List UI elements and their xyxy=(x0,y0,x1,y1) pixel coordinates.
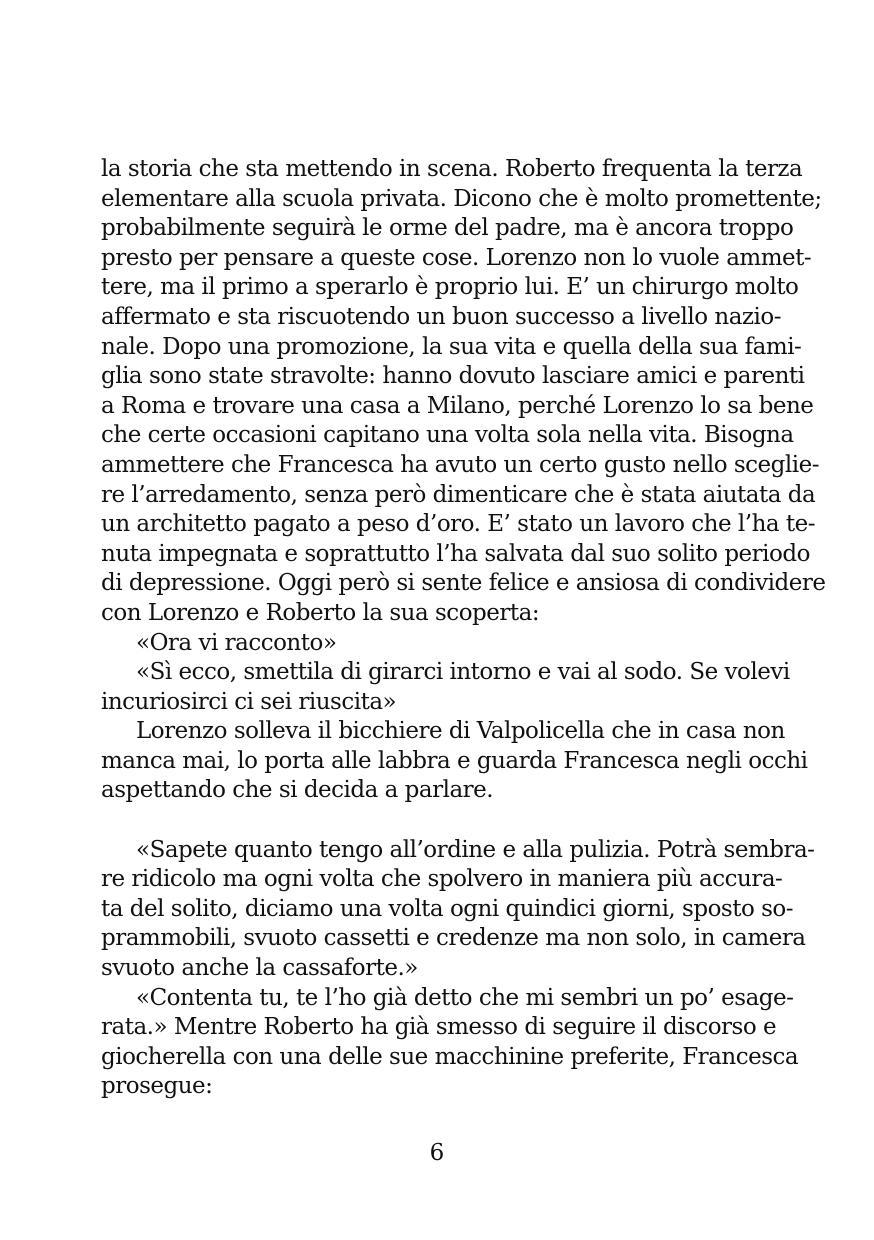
text-line: ta del solito, diciamo una volta ogni quindici giorni, sposto so- xyxy=(101,895,794,922)
text-line: ammettere che Francesca ha avuto un certo gusto nello sceglie- xyxy=(101,451,819,478)
text-line: elementare alla scuola privata. Dicono che è molto promettente; xyxy=(101,185,822,212)
text-line: la storia che sta mettendo in scena. Roberto frequenta la terza xyxy=(101,156,803,182)
text-line: affermato e sta riscuotendo un buon successo a livello nazio- xyxy=(101,303,782,330)
text-line: svuoto anche la cassaforte.» xyxy=(101,955,418,982)
body-text xyxy=(101,155,826,1102)
text-line: nuta impegnata e soprattutto l’ha salvata dal suo solito periodo xyxy=(101,540,810,567)
text-line: glia sono state stravolte: hanno dovuto lasciare amici e parenti xyxy=(101,363,805,390)
text-line: Lorenzo solleva il bicchiere di Valpolicella che in casa non xyxy=(136,718,785,745)
text-line: manca mai, lo porta alle labbra e guarda Francesca negli occhi xyxy=(101,747,808,774)
text-line: con Lorenzo e Roberto la sua scoperta: xyxy=(101,599,540,626)
text-line: «Contenta tu, te l’ho già detto che mi sembri un po’ esage- xyxy=(136,984,794,1011)
text-line: aspettando che si decida a parlare. xyxy=(101,777,494,804)
text-line: a Roma e trovare una casa a Milano, perché Lorenzo lo sa bene xyxy=(101,392,814,419)
text-line: «Ora vi racconto» xyxy=(136,629,337,656)
text-line: prosegue: xyxy=(101,1073,213,1100)
text-line: un architetto pagato a peso d’oro. E’ stato un lavoro che l’ha te- xyxy=(101,511,816,538)
text-line: presto per pensare a queste cose. Lorenzo non lo vuole ammet- xyxy=(101,244,812,271)
text-line: giocherella con una delle sue macchinine preferite, Francesca xyxy=(101,1043,799,1070)
text-line: incuriosirci ci sei riuscita» xyxy=(101,688,397,715)
text-line: «Sapete quanto tengo all’ordine e alla pulizia. Potrà sembra- xyxy=(136,836,815,863)
text-line: «Sì ecco, smettila di girarci intorno e vai al sodo. Se volevi xyxy=(136,659,790,686)
text-line: di depressione. Oggi però si sente felice e ansiosa di condividere xyxy=(101,570,826,597)
text-line: prammobili, svuoto cassetti e credenze ma non solo, in camera xyxy=(101,925,806,952)
page-number: 6 xyxy=(429,1140,445,1166)
paragraph-gap xyxy=(101,806,774,836)
text-line: tere, ma il primo a sperarlo è proprio lui. E’ un chirurgo molto xyxy=(101,274,799,301)
text-line: re ridicolo ma ogni volta che spolvero in maniera più accura- xyxy=(101,866,783,893)
text-line: nale. Dopo una promozione, la sua vita e quella della sua fami- xyxy=(101,333,802,360)
text-line: probabilmente seguirà le orme del padre, ma è ancora troppo xyxy=(101,215,794,242)
text-line: re l’arredamento, senza però dimenticare che è stata aiutata da xyxy=(101,481,816,508)
text-line: rata.» Mentre Roberto ha già smesso di seguire il discorso e xyxy=(101,1014,777,1041)
text-line: che certe occasioni capitano una volta sola nella vita. Bisogna xyxy=(101,422,794,449)
